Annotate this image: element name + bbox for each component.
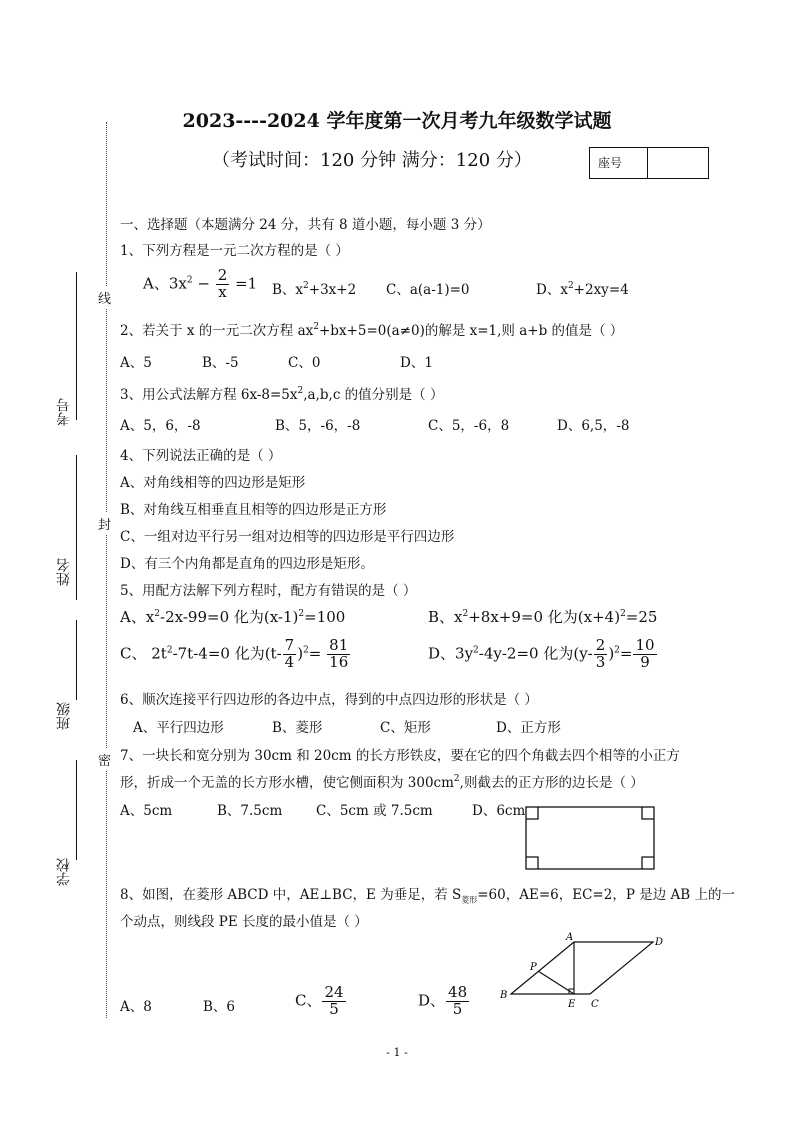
q3-option-d: D、6,5，-8	[557, 418, 630, 434]
q8-label-c: C	[591, 999, 599, 1010]
q5-option-a: A、$x^2-2x-99=0$ 化为$(x-1)^2=100$	[120, 608, 346, 626]
q6-option-d: D、正方形	[496, 720, 561, 736]
q3-option-b: B、5，-6，-8	[275, 418, 361, 434]
q8-label-a: A	[566, 932, 574, 943]
q4-option-c: C、一组对边平行另一组对边相等的四边形是平行四边形	[120, 529, 455, 545]
q8-label-p: P	[530, 962, 537, 973]
q8-option-a: A、8	[120, 999, 152, 1015]
q6-option-c: C、矩形	[380, 720, 431, 736]
q3-option-c: C、5，-6，8	[428, 418, 510, 434]
seal-char-seal: 封	[98, 512, 111, 535]
q7-option-b: B、7.5cm	[217, 803, 283, 819]
q5-stem: 5、用配方法解下列方程时，配方有错误的是（ ）	[120, 583, 417, 599]
q4-option-a: A、对角线相等的四边形是矩形	[120, 475, 306, 491]
q2-option-a: A、5	[120, 355, 152, 371]
exam-number-label: 考号	[56, 398, 72, 426]
school-label: 学校	[56, 858, 72, 886]
q1-option-c: C、a(a-1)=0	[386, 282, 470, 298]
q1-option-d: D、$x^2+2xy=4$	[536, 281, 629, 298]
q8-option-c: C、 $\frac{24}{5}$	[295, 983, 344, 1018]
q5-option-c: C、 $2t^2-7t-4=0$ 化为(t- $\frac{7}{4}$ )$^2$= $\frac{81}{16}$	[120, 636, 349, 671]
exam-title: 2023----2024 学年度第一次月考九年级数学试题	[182, 110, 612, 132]
school-line	[76, 760, 77, 860]
seal-char-secret: 密	[98, 748, 111, 771]
q8-option-d: D、 $\frac{48}{5}$	[418, 983, 468, 1018]
q3-option-a: A、5，6，-8	[120, 418, 201, 434]
q5-option-b: B、$x^2+8x+9=0$ 化为$(x+4)^2=25$	[428, 608, 658, 626]
q4-option-d: D、有三个内角都是直角的四边形是矩形。	[120, 556, 374, 572]
q7-option-d: D、6cm	[472, 803, 526, 819]
q2-stem: 2、若关于 x 的一元二次方程 $ax^2+bx+5=0(a\ne 0)$的解是 x=1,则 a+b 的值是（ ）	[120, 322, 624, 339]
q8-label-b: B	[500, 990, 508, 1001]
q4-stem: 4、下列说法正确的是（ ）	[120, 448, 282, 464]
seal-char-line: 线	[98, 286, 111, 309]
q1-option-a: A、$3x^2$ − $\frac{2}{x}$ =1	[143, 266, 258, 301]
name-label: 姓名	[56, 558, 72, 586]
q8-label-e: E	[568, 999, 576, 1010]
q8-stem-line2: 个动点，则线段 PE 长度的最小值是（ ）	[120, 914, 368, 930]
q6-option-b: B、菱形	[272, 720, 323, 736]
q7-option-c: C、5cm 或 7.5cm	[316, 803, 433, 819]
q2-option-d: D、1	[400, 355, 433, 371]
binding-dotted-line	[106, 122, 107, 1018]
q8-label-d: D	[655, 937, 664, 948]
q1-option-b: B、$x^2+3x+2$	[272, 281, 357, 298]
q2-option-b: B、-5	[202, 355, 239, 371]
class-line	[76, 620, 77, 700]
seat-number-label: 座号	[590, 148, 648, 178]
section-1-header: 一、选择题（本题满分 24 分，共有 8 道小题，每小题 3 分）	[120, 217, 491, 233]
q8-option-b: B、6	[203, 999, 236, 1015]
exam-subtitle: （考试时间：120 分钟 满分：120 分）	[212, 150, 532, 171]
seat-number-field[interactable]	[648, 148, 708, 178]
q4-option-b: B、对角线互相垂直且相等的四边形是正方形	[120, 502, 387, 518]
q8-rhombus-figure	[495, 928, 670, 1012]
q7-option-a: A、5cm	[120, 803, 173, 819]
q5-option-d: D、$3y^2-4y-2=0$ 化为(y- $\frac{2}{3}$ )$^2$= $\frac{10}{9}$	[428, 636, 655, 671]
seat-number-box	[589, 147, 709, 179]
page-number: - 1 -	[386, 1046, 408, 1059]
q7-stem-line2: 形，折成一个无盖的长方形水槽，使它侧面积为 $300cm^2$,则截去的正方形的边长是（ ）	[120, 774, 644, 791]
q1-stem: 1、下列方程是一元二次方程的是（ ）	[120, 243, 349, 259]
q2-option-c: C、0	[288, 355, 321, 371]
name-line	[76, 455, 77, 600]
q7-stem-line1: 7、一块长和宽分别为 30cm 和 20cm 的长方形铁皮，要在它的四个角截去四个相等的小正方	[120, 748, 680, 764]
q6-stem: 6、顺次连接平行四边形的各边中点，得到的中点四边形的形状是（ ）	[120, 692, 538, 708]
q8-stem-line1: 8、如图，在菱形 ABCD 中，AE⊥BC，E 为垂足，若 $S_{菱形}=60$，AE=6，EC=2，P 是边 AB 上的一	[120, 887, 735, 905]
exam-number-line	[76, 272, 77, 420]
class-label: 班级	[56, 702, 72, 730]
q6-option-a: A、平行四边形	[133, 720, 224, 736]
q7-sheet-figure	[525, 806, 657, 872]
q3-stem: 3、用公式法解方程 $6x-8=5x^2,a,b,c$ 的值分别是（ ）	[120, 386, 444, 403]
